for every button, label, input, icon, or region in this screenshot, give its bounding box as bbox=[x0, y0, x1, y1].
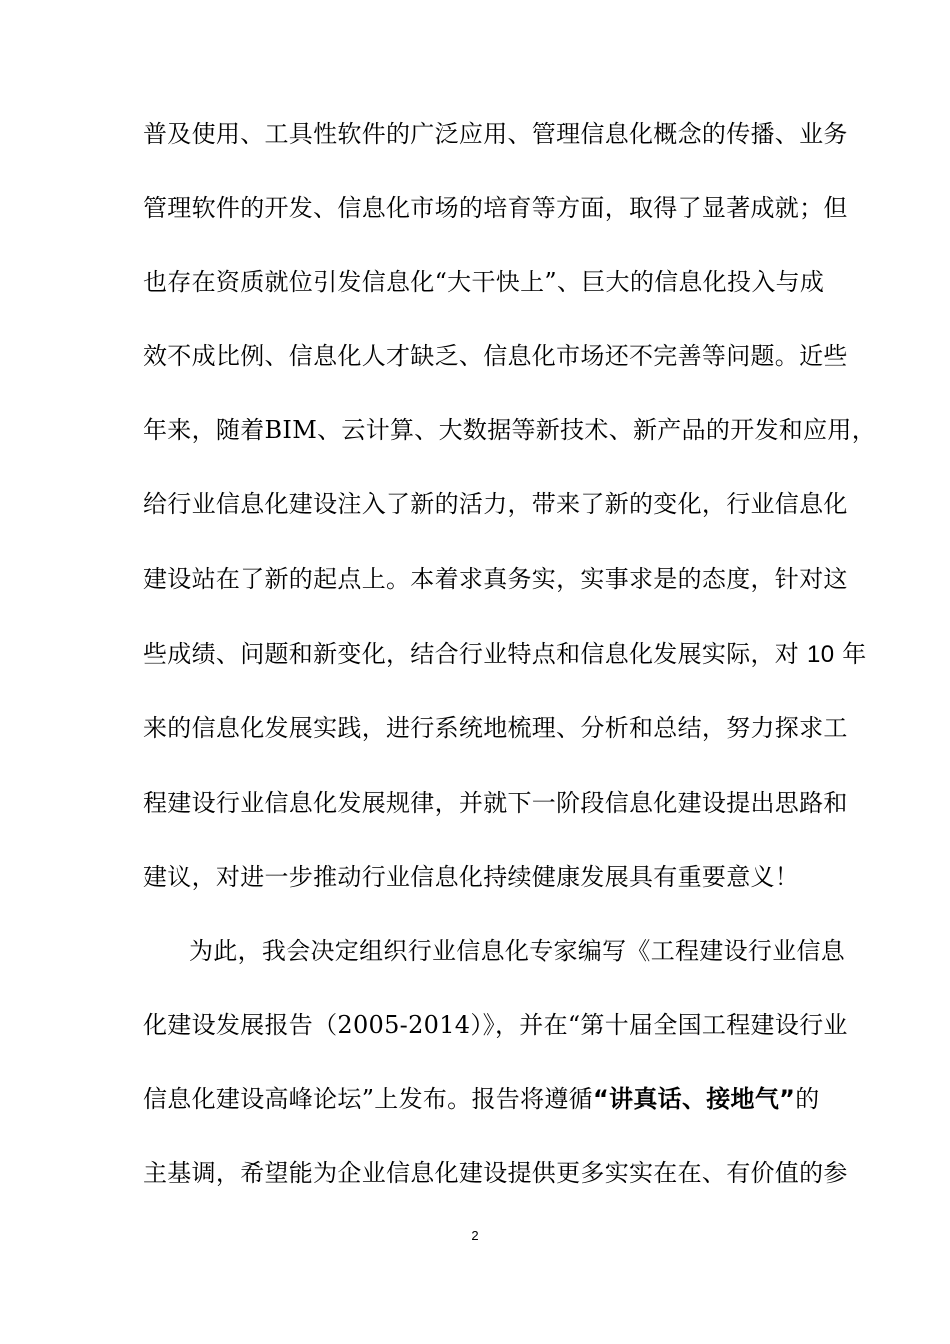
body-text-line bbox=[143, 1083, 820, 1115]
body-text-line: 效不成比例、信息化人才缺乏、信息化市场还不完善等问题。近些 bbox=[143, 342, 848, 370]
body-text-line: 建议，对进一步推动行业信息化持续健康发展具有重要意义！ bbox=[143, 863, 800, 891]
body-text-line: 化建设发展报告（2005-2014）》，并在“第十届全国工程建设行业 bbox=[143, 1011, 848, 1039]
body-text-line: 普及使用、工具性软件的广泛应用、管理信息化概念的传播、业务 bbox=[143, 120, 848, 148]
body-text-segment: 的 bbox=[795, 1085, 820, 1113]
body-text-line: 主基调，希望能为企业信息化建设提供更多实实在在、有价值的参 bbox=[143, 1159, 848, 1187]
body-text-line bbox=[143, 638, 867, 670]
body-text-line: 年来，随着BIM、云计算、大数据等新技术、新产品的开发和应用， bbox=[143, 416, 876, 444]
body-text-segment: 些成绩、问题和新变化，结合行业特点和信息化发展实际，对 bbox=[143, 640, 800, 668]
body-text-segment: 年 bbox=[842, 640, 867, 668]
emphasized-text: “讲真话、接地气” bbox=[592, 1085, 796, 1113]
body-text-line: 为此，我会决定组织行业信息化专家编写《工程建设行业信息 bbox=[189, 937, 846, 965]
body-text-line: 程建设行业信息化发展规律，并就下一阶段信息化建设提出思路和 bbox=[143, 789, 848, 817]
body-text-line: 来的信息化发展实践，进行系统地梳理、分析和总结，努力探求工 bbox=[143, 714, 848, 742]
body-text-number: 10 bbox=[807, 641, 835, 668]
body-text-line: 建设站在了新的起点上。本着求真务实，实事求是的态度，针对这 bbox=[143, 565, 848, 593]
body-text-line: 也存在资质就位引发信息化“大干快上”、巨大的信息化投入与成 bbox=[143, 268, 825, 296]
body-text-line: 给行业信息化建设注入了新的活力，带来了新的变化，行业信息化 bbox=[143, 490, 848, 518]
body-text-line: 管理软件的开发、信息化市场的培育等方面，取得了显著成就；但 bbox=[143, 194, 848, 222]
body-text-segment: 信息化建设高峰论坛”上发布。报告将遵循 bbox=[143, 1085, 593, 1113]
page-number: 2 bbox=[471, 1228, 479, 1243]
